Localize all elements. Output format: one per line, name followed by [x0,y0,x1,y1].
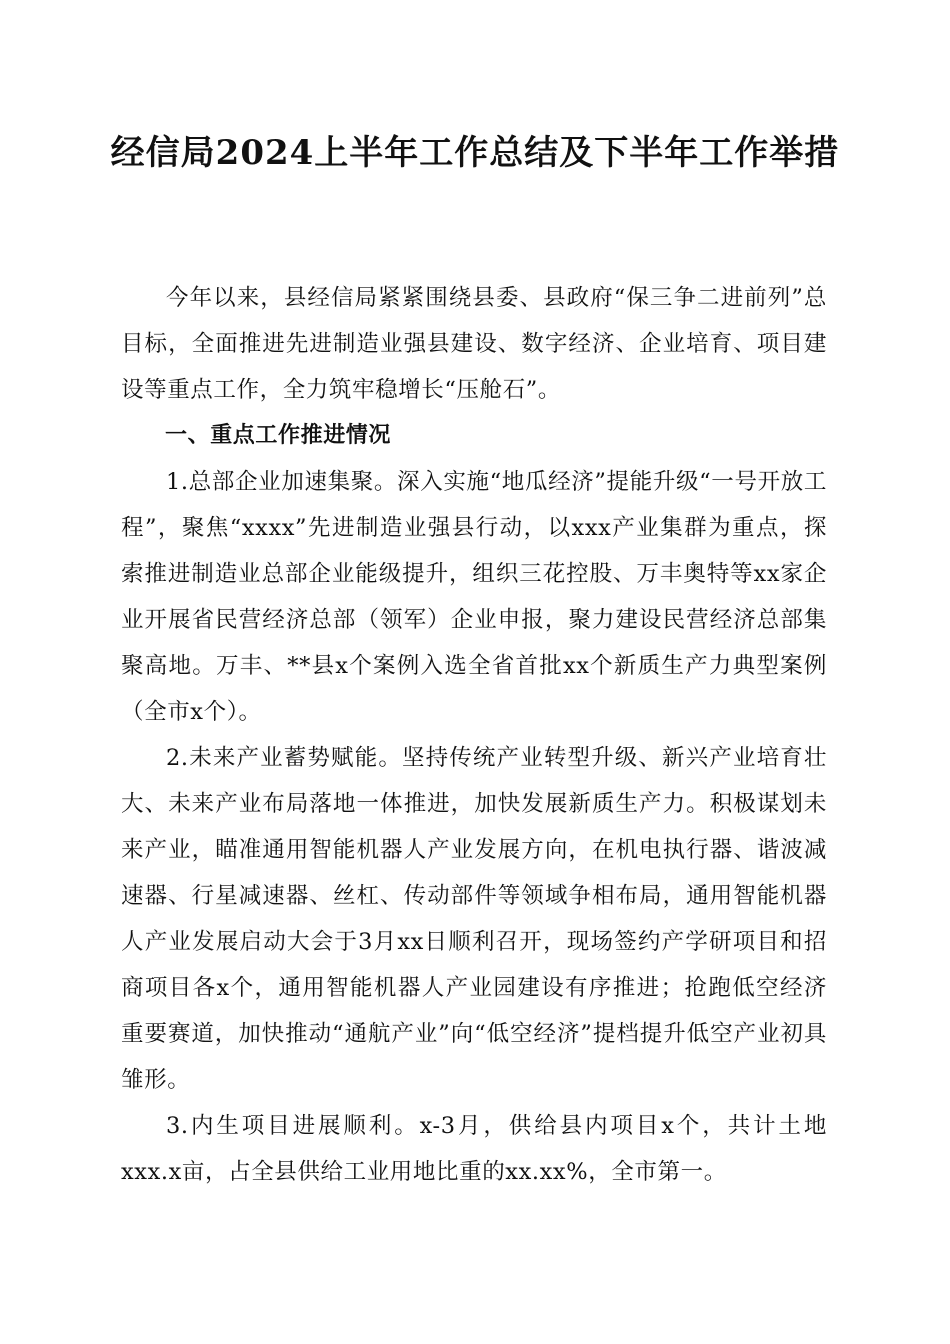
document-body [121,275,827,1195]
section-heading-1: 一、重点工作推进情况 [165,423,392,448]
item-paragraph-2: 2.未来产业蓄势赋能。坚持传统产业转型升级、新兴产业培育壮大、未来产业布局落地一体推进，加快发展新质生产力。积极谋划未来产业，瞄准通用智能机器人产业发展方向，在机电执行器、谐波减速器、行星减速器、丝杠、传动部件等领域争相布局，通用智能机器人产业发展启动大会于3月xx日顺利召开，现场签约产学研项目和招商项目各x个，通用智能机器人产业园建设有序推进；抢跑低空经济重要赛道，加快推动“通航产业”向“低空经济”提档提升低空产业初具雏形。 [121,745,827,1093]
intro-paragraph: 今年以来，县经信局紧紧围绕县委、县政府“保三争二进前列”总目标，全面推进先进制造业强县建设、数字经济、企业培育、项目建设等重点工作，全力筑牢稳增长“压舱石”。 [121,285,827,403]
item-paragraph-1: 1.总部企业加速集聚。深入实施“地瓜经济”提能升级“一号开放工程”，聚焦“xxxx”先进制造业强县行动，以xxx产业集群为重点，探索推进制造业总部企业能级提升，组织三花控股、万丰奥特等xx家企业开展省民营经济总部（领军）企业申报，聚力建设民营经济总部集聚高地。万丰、**县x个案例入选全省首批xx个新质生产力典型案例（全市x个）。 [121,469,827,725]
document-title: 经信局2024上半年工作总结及下半年工作举措 [110,133,840,173]
item-paragraph-3: 3.内生项目进展顺利。x-3月，供给县内项目x个，共计土地xxx.x亩，占全县供给工业用地比重的xx.xx%，全市第一。 [121,1113,827,1185]
